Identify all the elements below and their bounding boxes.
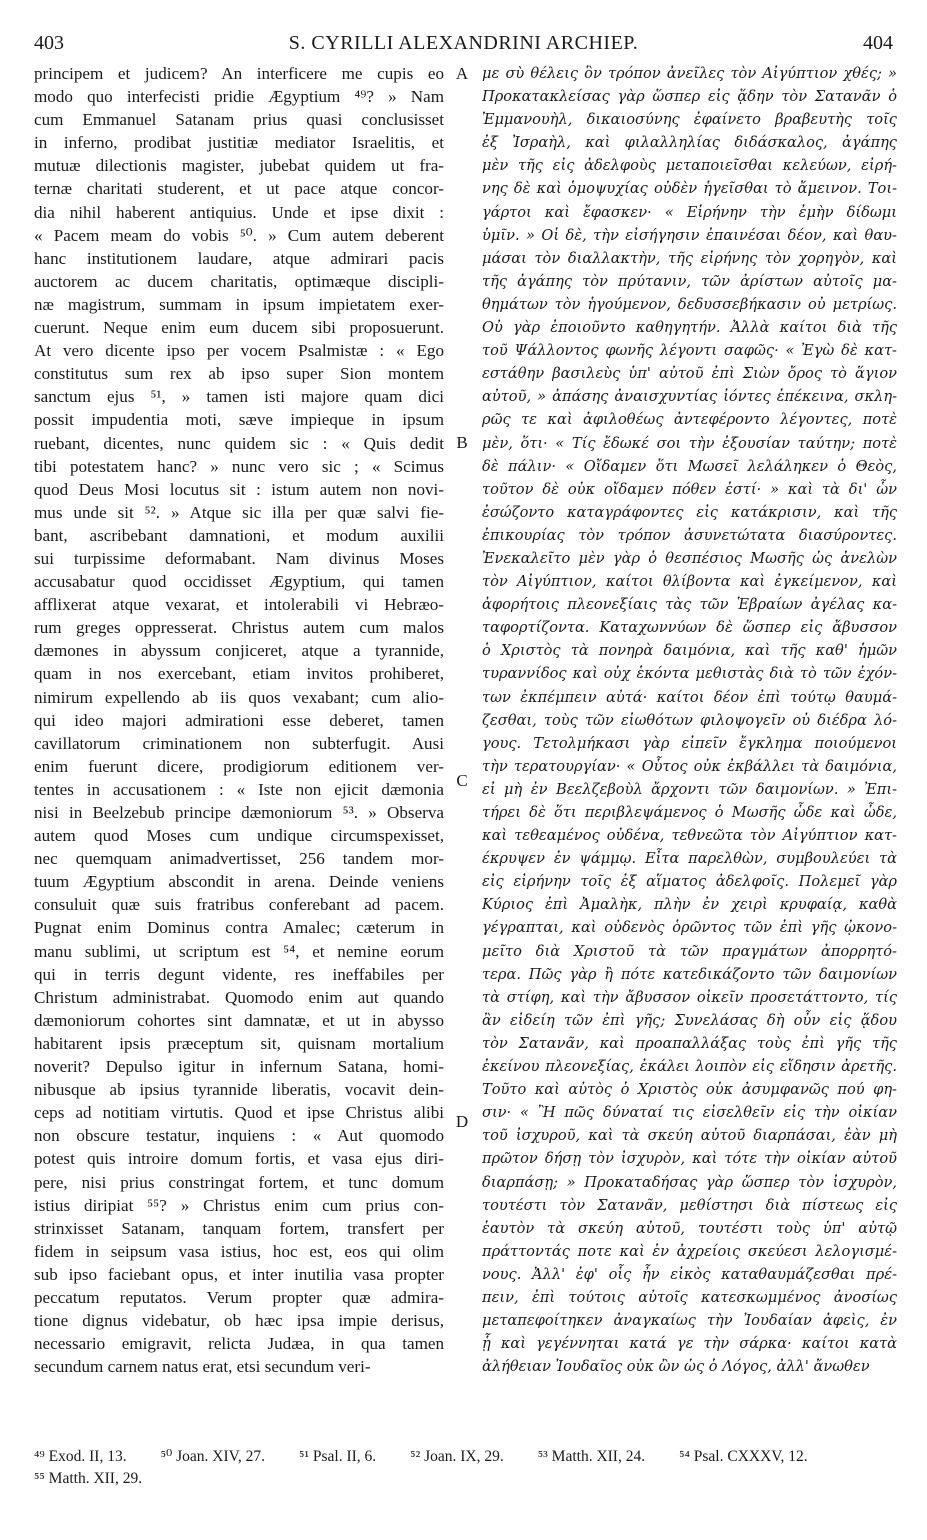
text-line: hanc institutionem laudare, atque admirari pacis	[34, 248, 444, 268]
text-line: istius diripiat ⁵⁵? » Christus enim cum prius con-	[34, 1195, 444, 1215]
footnote: ⁵¹ Psal. II, 6.	[298, 1448, 377, 1465]
greek-column	[482, 62, 897, 1440]
text-line: αὐτοῦ, » ἀπάσης ἀναισχυντίας ἰόντες ἐπέκεινα, σκλη-	[482, 388, 897, 406]
text-line: τοῦ ἰσχυροῦ, καὶ τὰ σκεύη αὐτοῦ διαρπάσαι, ἐὰν μὴ	[482, 1127, 897, 1145]
text-line: Οὐ γὰρ ἐποιοῦντο καθηγητήν. Ἀλλὰ καίτοι διὰ τῆς	[482, 319, 897, 337]
text-line: εἰ μὴ ἐν Βεελζεβοὺλ ἄρχοντι τῶν δαιμονίων. » Ἐπι-	[482, 780, 897, 798]
text-line: ρῶς τε καὶ ἀφιλοθέως ἀντεφέροντο λέγοντες, ποτὲ	[482, 411, 897, 429]
text-line: dæmoniorum cohortes sint damnatæ, et ut in abysso	[34, 1010, 444, 1030]
text-line: « Pacem meam do vobis ⁵⁰. » Cum autem deberent	[34, 225, 444, 245]
text-line: nisi in Beelzebub principe dæmoniorum ⁵³. » Observa	[34, 803, 444, 822]
text-line: τερα. Πῶς γὰρ ἢ πότε κατεδικάζοντο τῶν δαιμονίων	[482, 965, 897, 983]
text-line: δὲ πάλιν· « Οἴδαμεν ὅτι Μωσεῖ λελάληκεν ὁ Θεὸς,	[482, 457, 897, 475]
text-line: consuluit quæ suis fratribus conferebant ad pacem.	[34, 895, 444, 915]
text-line: principem et judicem? An interficere me cupis eo	[34, 64, 444, 83]
text-line: manu sublimi, ut scriptum est ⁵⁴, et nemine eorum	[34, 941, 444, 961]
text-line: μεῖτο διὰ Χριστοῦ τὰ τῶν πραγμάτων ἀπορρητό-	[482, 942, 897, 960]
text-line: constitutus sum rex ab ipso super Sion montem	[34, 364, 444, 384]
text-line: nibusque ab ipsius tyrannide liberatis, vocavit dein-	[34, 1080, 444, 1100]
text-line: γάρτοι καὶ ἔφασκεν· « Εἰρήνην τὴν ἐμὴν δίδωμι	[482, 203, 897, 221]
text-line: secundum carnem natus erat, etsi secundum veri-	[34, 1357, 371, 1377]
text-line: quod Deus Mosi locutus sit : istum autem non novi-	[34, 479, 444, 499]
footnote: ⁴⁹ Exod. II, 13.	[34, 1448, 127, 1465]
text-line: τὸν Σατανᾶν, καὶ προαπαλλάξας τοὺς ἐπὶ γῆς τῆς	[482, 1034, 897, 1052]
text-line: næ magistrum, summam in ipsum impietatem exer-	[34, 294, 444, 314]
text-line: ἐξ Ἰσραὴλ, καὶ φιλαλληλίας διδάσκαλος, ἀγάπης	[482, 134, 897, 152]
text-line: dia nihil haberent antiquius. Unde et ipse dixit :	[34, 202, 444, 222]
text-line: At vero dicente ipso per vocem Psalmistæ : « Ego	[34, 341, 444, 361]
text-line: potest quis introire domum fortis, et vasa ejus diri-	[34, 1149, 444, 1169]
text-line: τοῦ Ψάλλοντος φωνῆς λέγοντι σαφῶς· « Ἐγὼ δὲ κατ-	[482, 342, 897, 360]
text-line: τοῦτον δὲ οὐκ οἴδαμεν πόθεν ἐστί· » καὶ τὰ δι' ὧν	[482, 480, 897, 498]
text-line: μάσαι τὸν διαλλακτὴν, τῆς εἰρήνης τὸν χορηγὸν, καὶ	[482, 249, 897, 267]
text-line: τῆς ἀγάπης τὸν πρύτανιν, τῶν ἀρίστων αὐτοῖς μα-	[482, 272, 897, 290]
text-line: Τοῦτο καὶ αὐτὸς ὁ Χριστὸς οὐκ ἀσυμφανῶς πού φη-	[482, 1081, 897, 1099]
text-line: ταφορτίζοντα. Καταχωννύων δὲ ὥσπερ εἰς ἄβυσσον	[482, 619, 897, 637]
text-line: accusabatur quod occidisset Ægyptium, qui tamen	[34, 572, 444, 592]
text-line: auctorem ac ducem charitatis, optimæque discipli-	[34, 271, 444, 291]
section-marker-c: C	[456, 771, 468, 790]
text-line: ceps ad notitiam virtutis. Quod et ipse Christus alibi	[34, 1103, 444, 1123]
footnotes	[34, 1446, 893, 1490]
text-line: dæmones in abyssum conjiceret, atque a tyrannide,	[34, 641, 444, 661]
text-line: modo quo interfecisti pridie Ægyptium ⁴⁹? » Nam	[34, 87, 444, 107]
text-line: strinxisset Satanam, tanquam fortem, transfert per	[34, 1218, 444, 1238]
footnote: ⁵⁵ Matth. XII, 29.	[34, 1470, 143, 1487]
text-line: noverit? Depulso igitur in infernum Satana, homi-	[34, 1057, 444, 1077]
text-line: ἑαυτὸν τὰ σκεύη αὐτοῦ, τουτέστι τοὺς ὑπ' αὐτῷ	[482, 1219, 897, 1237]
text-line: ἀφορήτοις πλεονεξίαις τὰς τῶν Ἑβραίων ἀγέλας κα-	[482, 596, 897, 614]
footnote: ⁵⁰ Joan. XIV, 27.	[160, 1448, 265, 1465]
text-line: tibi potestatem hanc? » nunc vero sic ; « Scimus	[34, 456, 444, 476]
text-line: ternæ charitati studerent, et ut pace atque concor-	[34, 179, 444, 199]
text-line: μεταπεφοίτηκεν ἀναγκαίως τὴν Ἰουδαίαν ἀφεὶς, ἐν	[482, 1312, 897, 1330]
text-line: Pugnat enim Dominus contra Amalec; cæterum in	[34, 918, 444, 938]
page-header	[34, 28, 893, 58]
text-line: cavillatorum criminationem non subterfugit. Ausi	[34, 733, 444, 753]
text-line: τὴν τερατουργίαν· « Οὗτος οὐκ ἐκβάλλει τὰ δαιμόνια,	[482, 757, 897, 775]
text-line: sui turpissime deformabant. Nam divinus Moses	[34, 548, 444, 568]
text-line: πειν, ἐπὶ τούτοις αὐτοῖς κατεσκωμμένος ἀνοσίως	[482, 1288, 897, 1306]
text-line: pere, nisi prius constringat fortem, et tunc domum	[34, 1172, 444, 1192]
text-line: τὰ στίφη, καὶ τὴν ἄβυσσον οἰκεῖν προσετάττοντο, τίς	[482, 988, 897, 1006]
text-line: habitarent ipsis præceptum sit, quisnam mortalium	[34, 1033, 444, 1053]
text-line: ζεσθαι, τοὺς τῶν εἰωθότων φιλοψογεῖν οὐ διέδρα λό-	[482, 711, 897, 729]
text-line: τήρει δὲ ὅτι περιβλεψάμενος ὁ Μωσῆς ὧδε καὶ ὧδε,	[482, 804, 897, 821]
text-line: tentes in accusationem : « Iste non ejicit dæmonia	[34, 779, 444, 799]
text-line: διαρπάσῃ; » Προκαταδήσας γὰρ ὥσπερ τὸν ἰσχυρὸν,	[482, 1173, 897, 1191]
footnote: ⁵³ Matth. XII, 24.	[537, 1448, 646, 1465]
text-line: εστάθην βασιλεὺς ὑπ' αὐτοῦ ἐπὶ Σιὼν ὄρος τὸ ἅγιον	[482, 365, 897, 383]
text-line: μὲν, ὅτι· « Τίς ἔδωκέ σοι τὴν ἐξουσίαν ταύτην; ποτὲ	[482, 434, 897, 452]
text-line: έκρυψεν ἐν ψάμμῳ. Εἶτα παρελθὼν, συμβουλεύει τὰ	[482, 850, 897, 868]
text-line: possit impudentia moti, sæve impieque in ipsum	[34, 410, 444, 430]
text-line: afflixerat atque vexarat, et intolerabili vi Hebræo-	[34, 595, 444, 615]
latin-column	[34, 62, 444, 1440]
text-line: cuerunt. Neque enim eum ducem sibi proposuerunt.	[34, 318, 444, 338]
text-line: ἐπικουρίας τὸν τρόπον ἀσυνετώτατα διασύροντες.	[482, 526, 897, 544]
text-line: πράττοντάς ποτε καὶ ἐν ἀχρείοις σκεύεσι λελογισμέ-	[482, 1242, 897, 1260]
text-line: μὲν τῆς εἰς ἀδελφοὺς μεταποιεῖσθαι κελεύων, εἰρή-	[482, 157, 897, 175]
text-line: ἀλήθειαν Ἰουδαῖος οὐκ ὢν ὡς ὁ Λόγος, ἀλλ' ἄνωθεν	[482, 1358, 870, 1376]
text-line: σιν· « Ἢ πῶς δύναταί τις εἰσελθεῖν εἰς τὴν οἰκίαν	[482, 1104, 897, 1122]
text-line: in inferno, prodibat justitiæ mediator Israelitis, et	[34, 133, 444, 153]
text-line: τουτέστι τὸν Σατανᾶν, μεθίστησι διὰ πίστεως εἰς	[482, 1196, 897, 1214]
text-line: autem quod Moses cum undique circumspexisset,	[34, 826, 444, 846]
text-line: καὶ τεθεαμένος οὐδένα, τεθνεῶτα τὸν Αἰγύπτιον κατ-	[482, 827, 897, 845]
text-line: enim fuerunt dicere, prodigiorum editionem ver-	[34, 756, 444, 776]
text-line: θημάτων τὸν ἡγούμενον, δεδυσσεβήκασιν οὐ μετρίως.	[482, 295, 897, 313]
page-number-right: 404	[863, 32, 893, 54]
text-line: peccatum reputatos. Verum propter quæ admira-	[34, 1287, 444, 1307]
text-line: γους. Τετολμήκασι γὰρ εἰπεῖν ἔγκλημα ποιούμενοι	[482, 734, 897, 752]
text-line: τὸν Αἰγύπτιον, καίτοι θλίβοντα καὶ ἐγκείμενον, καὶ	[482, 573, 897, 591]
footnote: ⁵² Joan. IX, 29.	[410, 1448, 504, 1465]
text-line: rum greges oppresserat. Christus autem cum malos	[34, 618, 444, 638]
text-line: γέγραπται, καὶ οὐδενὸς ὁρῶντος τῶν ἐπὶ γῆς ᾠκονο-	[482, 919, 897, 937]
text-line: νης δὲ καὶ ὁμοψυχίας οὐδὲν ἡγεῖσθαι τὸ ἄμεινον. Τοι-	[482, 180, 897, 198]
text-line: νους. Ἀλλ' ἐφ' οἷς ἦν εἰκὸς καταθαυμάζεσθαι πρέ-	[482, 1265, 897, 1283]
text-line: ruebant, dicentes, nunc quidem sic : « Quis dedit	[34, 433, 444, 453]
text-line: Κύριος ἐπὶ Ἀμαλὴκ, πλὴν ἐν χειρὶ κρυφαίᾳ, καθὰ	[482, 896, 897, 914]
text-line: tione dignus videbatur, ob hæc ipsa impie derisus,	[34, 1311, 444, 1331]
text-line: tuum Ægyptium abscondit in arena. Deinde veniens	[34, 872, 444, 892]
footnote-line	[34, 1468, 893, 1490]
text-line: ᾗ καὶ γεγέννηται κατά γε τὴν σάρκα· καίτοι κατὰ	[482, 1335, 897, 1353]
text-line: ἐσώζοντο καταγράφοντες εἰς κατάκρισιν, καὶ τῆς	[482, 503, 897, 521]
text-line: mutuæ dilectionis magister, jubebat quidem ut fra-	[34, 156, 444, 176]
text-line: Christum administrabat. Quomodo enim aut quando	[34, 987, 444, 1007]
section-marker-d: D	[455, 1112, 469, 1131]
text-line: qui in terris degunt vidente, res ineffabiles per	[34, 964, 444, 984]
running-title: S. CYRILLI ALEXANDRINI ARCHIEP.	[288, 32, 639, 54]
text-line: mus unde sit ⁵². » Atque sic illa per quæ salvi fie-	[34, 502, 444, 522]
section-marker-b: B	[456, 433, 468, 452]
text-line: Προκατακλείσας γὰρ ὥσπερ εἰς ᾅδην τὸν Σατανᾶν ὁ	[482, 88, 897, 106]
text-line: non obscure testatur, inquiens : « Aut quomodo	[34, 1126, 444, 1146]
section-marker-a: A	[455, 64, 469, 83]
text-line: necessario emigravit, relicta Judæa, in qua tamen	[34, 1334, 444, 1354]
page-number-left: 403	[34, 32, 64, 54]
text-line: fidem in seipsum vasa istius, hoc est, eos qui olim	[34, 1241, 444, 1261]
text-line: cum Emmanuel Satanam prius quasi conclusisset	[34, 110, 444, 130]
text-line: sub ipso faciebant opus, et inter inutilia vasa propter	[34, 1264, 444, 1284]
text-line: sanctum ejus ⁵¹, » tamen isti majore quam dici	[34, 387, 444, 407]
text-line: qui ideo majori admirationi esse deberet, tamen	[34, 710, 444, 730]
text-line: ἂν εἰδείη τῶν ἐπὶ γῆς; Συνελάσας δὴ οὖν εἰς ᾅδου	[482, 1011, 897, 1029]
text-line: bant, ascribebant damnationi, et modum auxilii	[34, 525, 444, 545]
text-line: ὑμῖν. » Οἱ δὲ, τὴν εἰσήγησιν ἐπαινέσαι δέον, καὶ θαυ-	[482, 226, 897, 244]
text-line: nimirum expellendo ab iis quos vexabant; cum alio-	[34, 687, 444, 707]
text-line: με σὺ θέλεις ὃν τρόπον ἀνεῖλες τὸν Αἰγύπτιον χθές; »	[482, 65, 897, 82]
footnote: ⁵⁴ Psal. CXXXV, 12.	[679, 1448, 808, 1465]
text-line: εἰς εἰρήνην τοῖς ἐξ αἵματος ἀδελφοῖς. Πολεμεῖ γὰρ	[482, 873, 897, 891]
footnote-line	[34, 1446, 893, 1468]
text-line: Ἐνεκαλεῖτο μὲν γὰρ ὁ θεσπέσιος Μωσῆς ὡς ἀνελὼν	[482, 549, 897, 567]
text-line: ἐκείνου πλεονεξίας, ἐκάλει λοιπὸν εἰς εἴδησιν ἀρετῆς.	[482, 1058, 897, 1076]
text-line: τυραννίδος καὶ οὐχ ἑκόντα μεθιστὰς διὰ τὸ τῶν ἐχόν-	[482, 665, 897, 683]
text-line: ὁ Χριστὸς τὰ πονηρὰ δαιμόνια, καὶ τῆς καθ' ἡμῶν	[482, 642, 897, 660]
text-line: quam in nos exercebant, etiam invitos prohiberet,	[34, 664, 444, 684]
text-line: των ἐκπέμπειν αὐτά· καίτοι δέον ἐπὶ τούτῳ θαυμά-	[482, 688, 897, 706]
text-line: πρῶτον δήσῃ τὸν ἰσχυρὸν, καὶ τότε τὴν οἰκίαν αὐτοῦ	[482, 1150, 897, 1168]
text-line: nec quemquam animadvertisset, 256 tandem mor-	[34, 849, 444, 869]
text-line: Ἐμμανουὴλ, δικαιοσύνης ἐφαίνετο βραβευτὴς τοῖς	[482, 111, 897, 129]
